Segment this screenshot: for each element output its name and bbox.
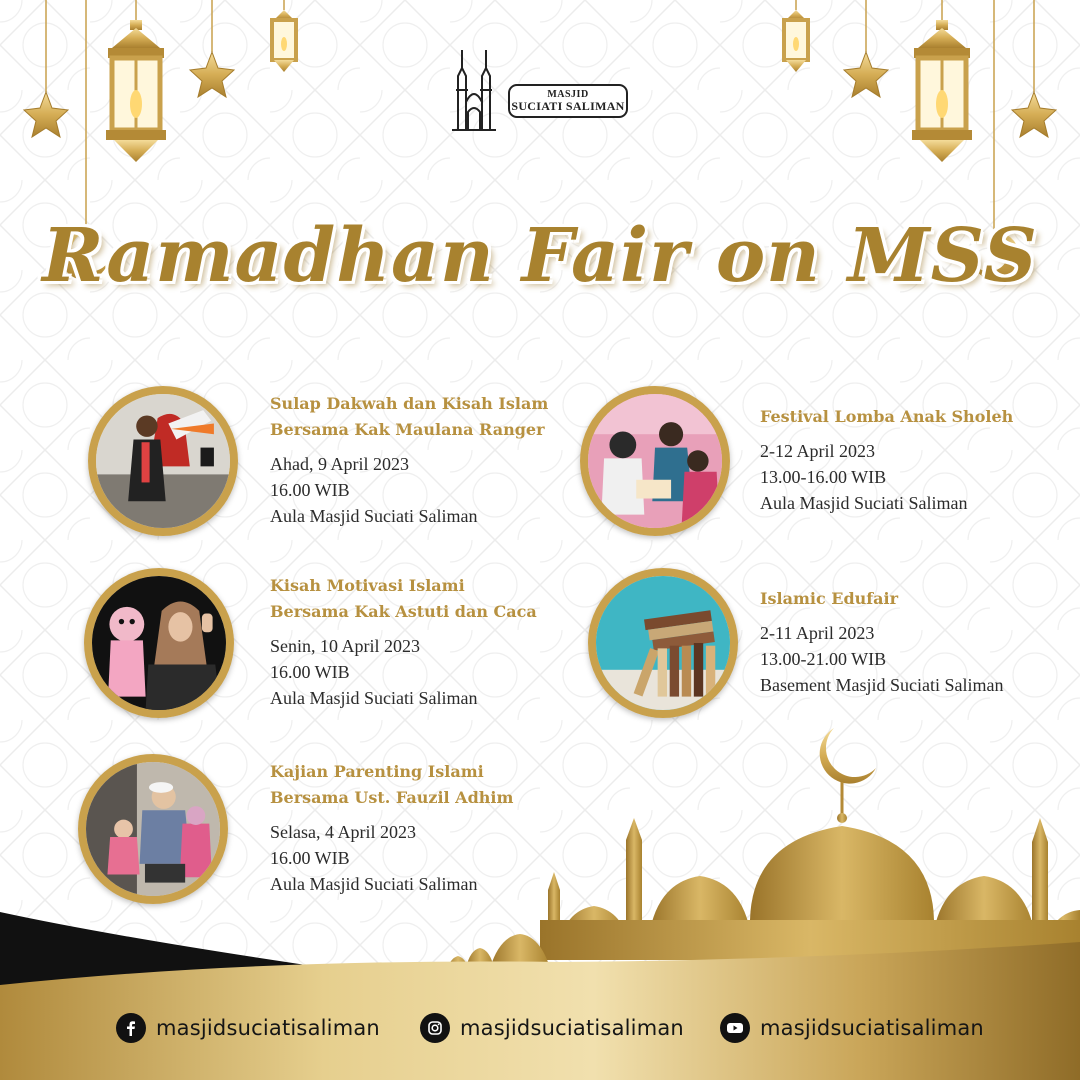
event-place: Aula Masjid Suciati Saliman bbox=[760, 493, 968, 513]
instagram-handle: masjidsuciatisaliman bbox=[460, 1016, 684, 1040]
lantern-icon bbox=[912, 20, 972, 162]
event-date: Ahad, 9 April 2023 bbox=[270, 454, 409, 474]
event-place: Aula Masjid Suciati Saliman bbox=[270, 874, 478, 894]
event-title bbox=[760, 404, 1060, 430]
social-facebook[interactable] bbox=[116, 1012, 380, 1044]
event-title-line: Bersama Ust. Fauzil Adhim bbox=[270, 788, 514, 807]
social-instagram[interactable] bbox=[420, 1012, 684, 1044]
family-photo bbox=[86, 762, 220, 896]
star-icon bbox=[1012, 92, 1056, 137]
event-photo-motivation bbox=[84, 568, 234, 718]
lantern-icon bbox=[784, 10, 808, 72]
event-title-line: Bersama Kak Maulana Ranger bbox=[270, 420, 545, 439]
puppet-photo bbox=[92, 576, 226, 710]
event-time: 16.00 WIB bbox=[270, 848, 350, 868]
event-time: 13.00-16.00 WIB bbox=[760, 467, 887, 487]
star-icon bbox=[190, 52, 234, 97]
youtube-handle: masjidsuciatisaliman bbox=[760, 1016, 984, 1040]
magician-photo bbox=[96, 394, 230, 528]
event-photo-magic-show bbox=[88, 386, 238, 536]
event-date: 2-11 April 2023 bbox=[760, 623, 875, 643]
event-title bbox=[760, 586, 1070, 612]
event-date: 2-12 April 2023 bbox=[760, 441, 875, 461]
event-time: 16.00 WIB bbox=[270, 480, 350, 500]
event-title bbox=[270, 573, 570, 625]
event-item bbox=[270, 759, 570, 897]
page-title: Ramadhan Fair on MSS bbox=[42, 213, 1038, 299]
logo-text-name: SUCIATI SALIMAN bbox=[511, 99, 625, 113]
mosque-logo bbox=[448, 46, 638, 132]
event-place: Aula Masjid Suciati Saliman bbox=[270, 506, 478, 526]
event-title-line: Kisah Motivasi Islami bbox=[270, 576, 465, 595]
event-title bbox=[270, 391, 570, 443]
event-item bbox=[270, 573, 570, 711]
event-photo-competition bbox=[580, 386, 730, 536]
logo-badge bbox=[508, 84, 628, 118]
event-title-line: Bersama Kak Astuti dan Caca bbox=[270, 602, 537, 621]
event-place: Aula Masjid Suciati Saliman bbox=[270, 688, 478, 708]
books-photo bbox=[596, 576, 730, 710]
star-icon bbox=[844, 52, 888, 97]
event-title-line: Islamic Edufair bbox=[760, 589, 899, 608]
star-icon bbox=[24, 92, 68, 137]
children-photo bbox=[588, 394, 722, 528]
event-photo-edufair bbox=[588, 568, 738, 718]
event-time: 13.00-21.00 WIB bbox=[760, 649, 887, 669]
event-photo-parenting bbox=[78, 754, 228, 904]
logo-text-masjid: MASJID bbox=[547, 89, 589, 100]
crescent-moon-icon bbox=[820, 728, 876, 784]
facebook-handle: masjidsuciatisaliman bbox=[156, 1016, 380, 1040]
event-title-line: Kajian Parenting Islami bbox=[270, 762, 484, 781]
event-item bbox=[760, 404, 1060, 516]
event-title-line: Festival Lomba Anak Sholeh bbox=[760, 407, 1014, 426]
event-date: Senin, 10 April 2023 bbox=[270, 636, 421, 656]
youtube-icon bbox=[720, 1013, 750, 1043]
event-time: 16.00 WIB bbox=[270, 662, 350, 682]
social-youtube[interactable] bbox=[720, 1012, 984, 1044]
event-date: Selasa, 4 April 2023 bbox=[270, 822, 416, 842]
facebook-icon bbox=[116, 1013, 146, 1043]
event-item bbox=[270, 391, 570, 529]
mosque-minaret-icon bbox=[448, 46, 500, 132]
instagram-icon bbox=[420, 1013, 450, 1043]
event-title-line: Sulap Dakwah dan Kisah Islam bbox=[270, 394, 549, 413]
event-item bbox=[760, 586, 1070, 698]
lantern-icon bbox=[106, 20, 166, 162]
event-place: Basement Masjid Suciati Saliman bbox=[760, 675, 1004, 695]
event-title bbox=[270, 759, 570, 811]
lantern-icon bbox=[272, 10, 296, 72]
